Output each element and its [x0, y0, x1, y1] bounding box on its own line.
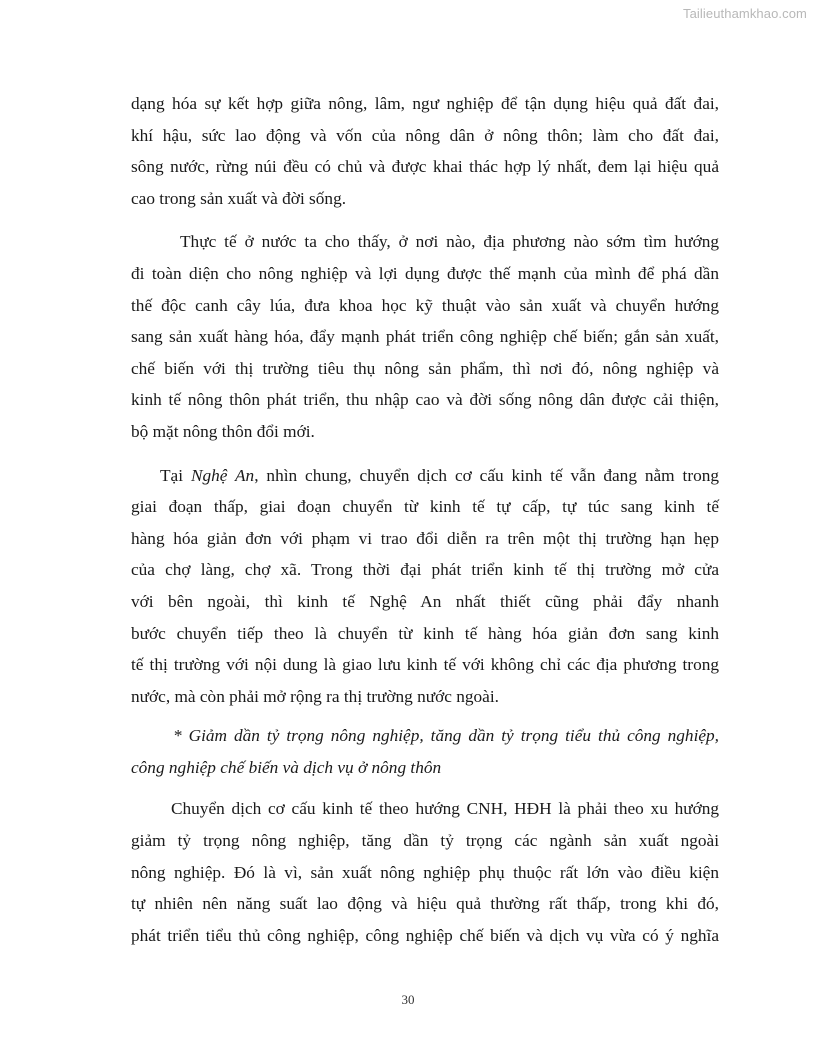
text-line: nước, mà còn phải mở rộng ra thị trường nước ngoài. [131, 686, 499, 706]
text-line: dạng hóa sự kết hợp giữa nông, lâm, ngư nghiệp để tận dụng hiệu quả đất đai, [131, 94, 719, 113]
document-body [131, 88, 719, 951]
text-line: phát triển tiểu thủ công nghiệp, công nghiệp chế biến và dịch vụ vừa có ý nghĩa [131, 925, 719, 945]
text-fragment: Tại [160, 465, 191, 485]
text-line: kinh tế nông thôn phát triển, thu nhập cao và đời sống nông dân được cải thiện, [131, 390, 719, 410]
text-line: công nghiệp chế biến và dịch vụ ở nông thôn [131, 757, 442, 777]
text-line: giai đoạn thấp, giai đoạn chuyển từ kinh tế tự cấp, tự túc sang kinh tế [131, 497, 719, 517]
watermark-text: Tailieuthamkhao.com [682, 6, 807, 21]
text-line: chế biến với thị trường tiêu thụ nông sản phẩm, thì nơi đó, nông nghiệp và [131, 358, 719, 378]
text-line: đi toàn diện cho nông nghiệp và lợi dụng được thế mạnh của mình để phá dần [131, 263, 719, 283]
text-line: hàng hóa giản đơn với phạm vi trao đổi diễn ra trên một thị trường hạn hẹp [131, 528, 719, 548]
text-line: nông nghiệp. Đó là vì, sản xuất nông nghiệp phụ thuộc rất lớn vào điều kiện [131, 862, 719, 882]
place-name-italic: Nghệ An [190, 465, 255, 485]
text-line: sang sản xuất hàng hóa, đẩy mạnh phát triển công nghiệp chế biến; gắn sản xuất, [131, 327, 719, 347]
paragraph-2 [131, 226, 719, 447]
text-line: cao trong sản xuất và đời sống. [131, 188, 347, 208]
text-line: tự nhiên nên năng suất lao động và hiệu quả thường rất thấp, trong khi đó, [131, 894, 719, 914]
paragraph-5 [131, 793, 719, 951]
text-line: khí hậu, sức lao động và vốn của nông dân ở nông thôn; làm cho đất đai, [131, 125, 719, 145]
text-fragment: , nhìn chung, chuyển dịch cơ cấu kinh tế vẫn đang nằm trong [254, 465, 719, 485]
text-line: với bên ngoài, thì kinh tế Nghệ An nhất thiết cũng phải đẩy nhanh [131, 591, 719, 611]
text-line: * Giảm dần tỷ trọng nông nghiệp, tăng dần tỷ trọng tiểu thủ công nghiệp, [173, 726, 719, 746]
text-line [131, 460, 719, 492]
section-heading-italic [131, 720, 719, 783]
text-line: của chợ làng, chợ xã. Trong thời đại phát triển kinh tế thị trường mở cửa [131, 560, 719, 580]
page-number: 30 [401, 992, 415, 1007]
text-line: bước chuyển tiếp theo là chuyển từ kinh tế hàng hóa giản đơn sang kinh [131, 623, 719, 643]
text-line: tế thị trường với nội dung là giao lưu kinh tế với không chỉ các địa phương trong [131, 655, 719, 675]
text-line: bộ mặt nông thôn đổi mới. [131, 421, 315, 441]
text-line: Chuyển dịch cơ cấu kinh tế theo hướng CNH, HĐH là phải theo xu hướng [171, 799, 719, 819]
text-line: thế độc canh cây lúa, đưa khoa học kỹ thuật vào sản xuất và chuyển hướng [131, 295, 719, 315]
text-line: sông nước, rừng núi đều có chủ và được khai thác hợp lý nhất, đem lại hiệu quả [131, 157, 719, 177]
text-line: giảm tỷ trọng nông nghiệp, tăng dần tỷ trọng các ngành sản xuất ngoài [131, 831, 719, 851]
text-line: Thực tế ở nước ta cho thấy, ở nơi nào, địa phương nào sớm tìm hướng [180, 232, 719, 252]
paragraph-3 [131, 460, 719, 713]
paragraph-1 [131, 88, 719, 214]
